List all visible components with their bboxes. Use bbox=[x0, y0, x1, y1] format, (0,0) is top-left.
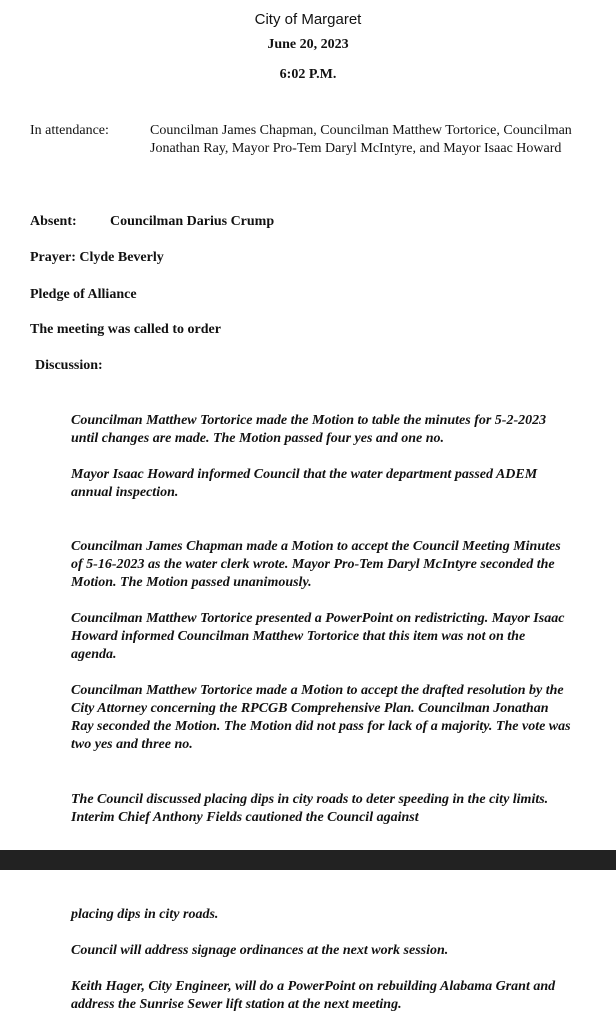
absent-name: Councilman Darius Crump bbox=[110, 214, 275, 229]
document-page-2 bbox=[0, 870, 616, 1024]
attendance-members: Councilman James Chapman, Councilman Matthew Tortorice, Councilman Jonathan Ray, Mayor Pro-Tem Daryl McIntyre, and Mayor Isaac Howard bbox=[150, 123, 572, 156]
discussion-paragraph: Councilman Matthew Tortorice made the Motion to table the minutes for 5-2-2023 until changes are made. The Motion passed four yes and one no. bbox=[71, 413, 547, 446]
discussion-paragraph: Councilman Matthew Tortorice made a Motion to accept the drafted resolution by the City Attorney concerning the RPCGB Comprehensive Plan. Councilman Jonathan Ray seconded the Motion. The Motion did not pass for lack of a majority. The vote was two yes and three no. bbox=[71, 683, 571, 752]
discussion-paragraph: Councilman Matthew Tortorice presented a PowerPoint on redistricting. Mayor Isaac Howard informed Councilman Matthew Tortorice that this item was not on the agenda. bbox=[71, 611, 565, 662]
attendance-label: In attendance: bbox=[30, 123, 109, 138]
meeting-date: June 20, 2023 bbox=[267, 37, 349, 52]
discussion-paragraph: Keith Hager, City Engineer, will do a PowerPoint on rebuilding Alabama Grant and address the Sunrise Sewer lift station at the next meeting. bbox=[71, 979, 556, 1012]
pledge-line: Pledge of Alliance bbox=[30, 287, 137, 302]
page-separator bbox=[0, 850, 616, 870]
discussion-paragraph: placing dips in city roads. bbox=[71, 907, 219, 922]
discussion-paragraph: Mayor Isaac Howard informed Council that the water department passed ADEM annual inspection. bbox=[71, 467, 538, 500]
called-to-order-line: The meeting was called to order bbox=[30, 322, 221, 337]
discussion-paragraph: The Council discussed placing dips in city roads to deter speeding in the city limits. Interim Chief Anthony Fields cautioned the Council against bbox=[71, 792, 549, 825]
discussion-paragraph: Councilman James Chapman made a Motion to accept the Council Meeting Minutes of 5-16-2023 as the water clerk wrote. Mayor Pro-Tem Daryl McIntyre seconded the Motion. The Motion passed unanimously. bbox=[71, 539, 561, 590]
discussion-heading: Discussion: bbox=[35, 358, 103, 373]
city-name: City of Margaret bbox=[254, 11, 362, 28]
absent-label: Absent: bbox=[30, 214, 77, 229]
prayer-line: Prayer: Clyde Beverly bbox=[30, 250, 164, 265]
discussion-paragraph: Council will address signage ordinances at the next work session. bbox=[71, 943, 449, 958]
meeting-time: 6:02 P.M. bbox=[279, 67, 337, 82]
